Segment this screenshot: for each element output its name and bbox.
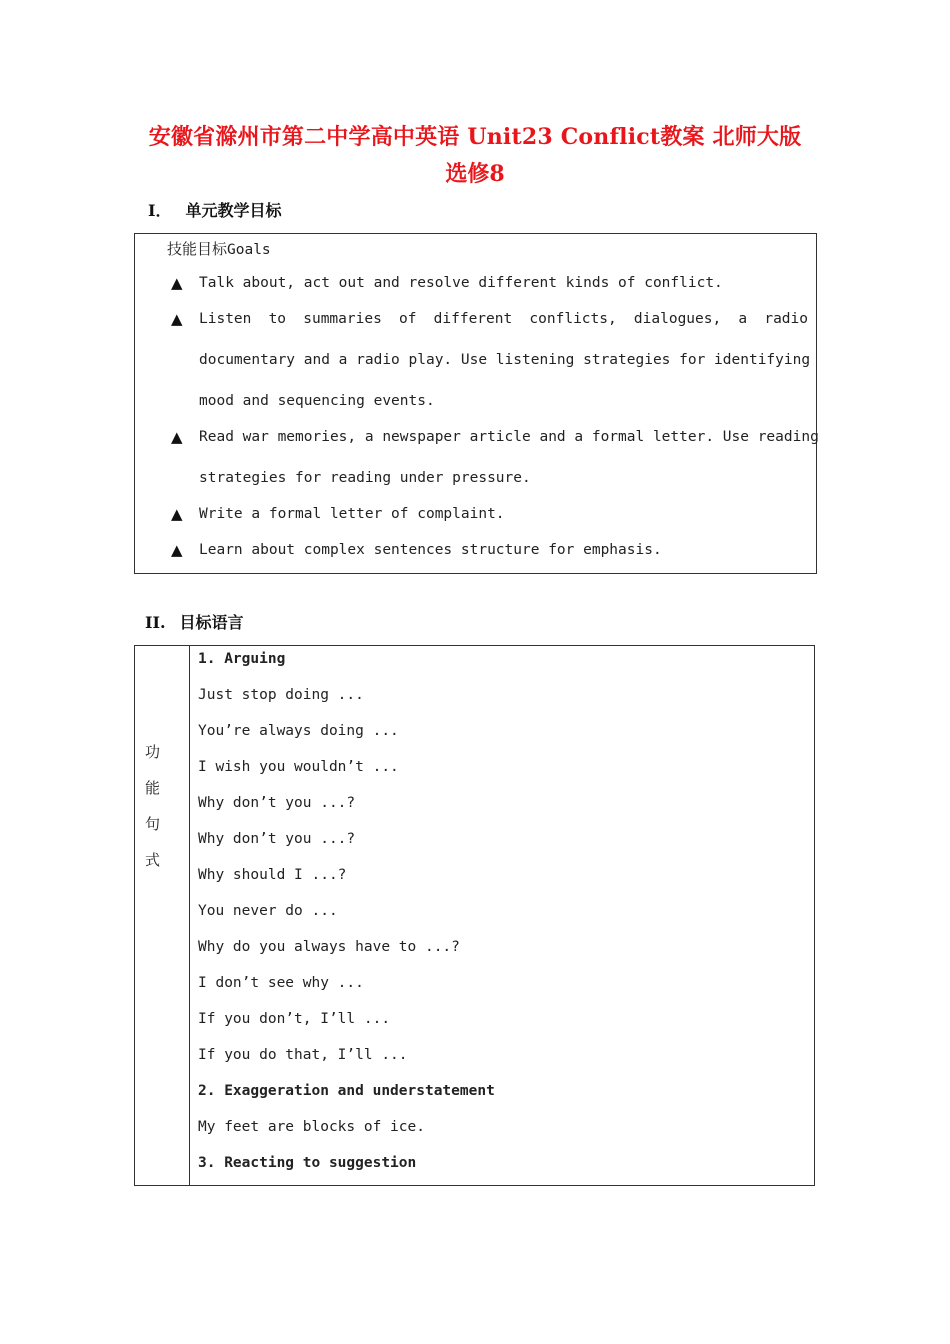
goal-line: documentary and a radio play. Use listening strategies for identifying [199, 352, 811, 368]
document-title-line-1: 安徽省滁州市第二中学高中英语 Unit23 Conflict教案 北师大版 [148, 124, 802, 150]
phrase-line: Why don’t you ...? [198, 795, 356, 811]
phrase-line: Just stop doing ... [198, 687, 364, 703]
phrase-line: Why do you always have to ...? [198, 939, 460, 955]
goal-line: Read war memories, a newspaper article and a formal letter. Use reading [199, 429, 819, 445]
section-2-title: 目标语言 [179, 613, 244, 632]
goals-label-cn: 技能目标 [167, 240, 228, 258]
goals-label-en: Goals [227, 242, 271, 258]
table-column-divider [189, 646, 190, 1185]
goal-line: strategies for reading under pressure. [199, 470, 531, 486]
phrase-line: You never do ... [198, 903, 338, 919]
function-heading: 3. Reacting to suggestion [198, 1155, 417, 1171]
triangle-bullet-icon: ▲ [171, 505, 183, 523]
phrase-line: I don’t see why ... [198, 975, 364, 991]
section-1-title: 单元教学目标 [185, 201, 282, 220]
section-2-heading [145, 613, 244, 633]
document-title-line-2: 选修8 [445, 161, 505, 187]
side-label-char: 能 [145, 779, 161, 797]
goals-box [134, 233, 817, 574]
goal-line: Write a formal letter of complaint. [199, 506, 505, 522]
side-label-char: 式 [145, 851, 161, 869]
phrase-line: Why should I ...? [198, 867, 347, 883]
function-heading: 1. Arguing [198, 651, 286, 667]
function-heading: 2. Exaggeration and understatement [198, 1083, 495, 1099]
phrase-line: Why don’t you ...? [198, 831, 356, 847]
goal-line: Talk about, act out and resolve different kinds of conflict. [199, 275, 723, 291]
section-1-heading [148, 201, 282, 221]
section-1-number: I． [148, 201, 172, 220]
phrase-line: If you don’t, I’ll ... [198, 1011, 391, 1027]
triangle-bullet-icon: ▲ [171, 541, 183, 559]
section-2-number: II. [145, 613, 166, 632]
target-language-table [134, 645, 815, 1186]
triangle-bullet-icon: ▲ [171, 274, 183, 292]
phrase-line: If you do that, I’ll ... [198, 1047, 408, 1063]
phrase-line: You’re always doing ... [198, 723, 399, 739]
triangle-bullet-icon: ▲ [171, 428, 183, 446]
goal-line: Learn about complex sentences structure for emphasis. [199, 542, 662, 558]
goal-line: mood and sequencing events. [199, 393, 435, 409]
goals-label [167, 238, 271, 259]
goal-line: Listen to summaries of different conflicts, dialogues, a radio [199, 311, 808, 327]
side-label-char: 功 [145, 743, 161, 761]
side-label-char: 句 [145, 815, 161, 833]
triangle-bullet-icon: ▲ [171, 310, 183, 328]
phrase-line: My feet are blocks of ice. [198, 1119, 425, 1135]
phrase-line: I wish you wouldn’t ... [198, 759, 399, 775]
